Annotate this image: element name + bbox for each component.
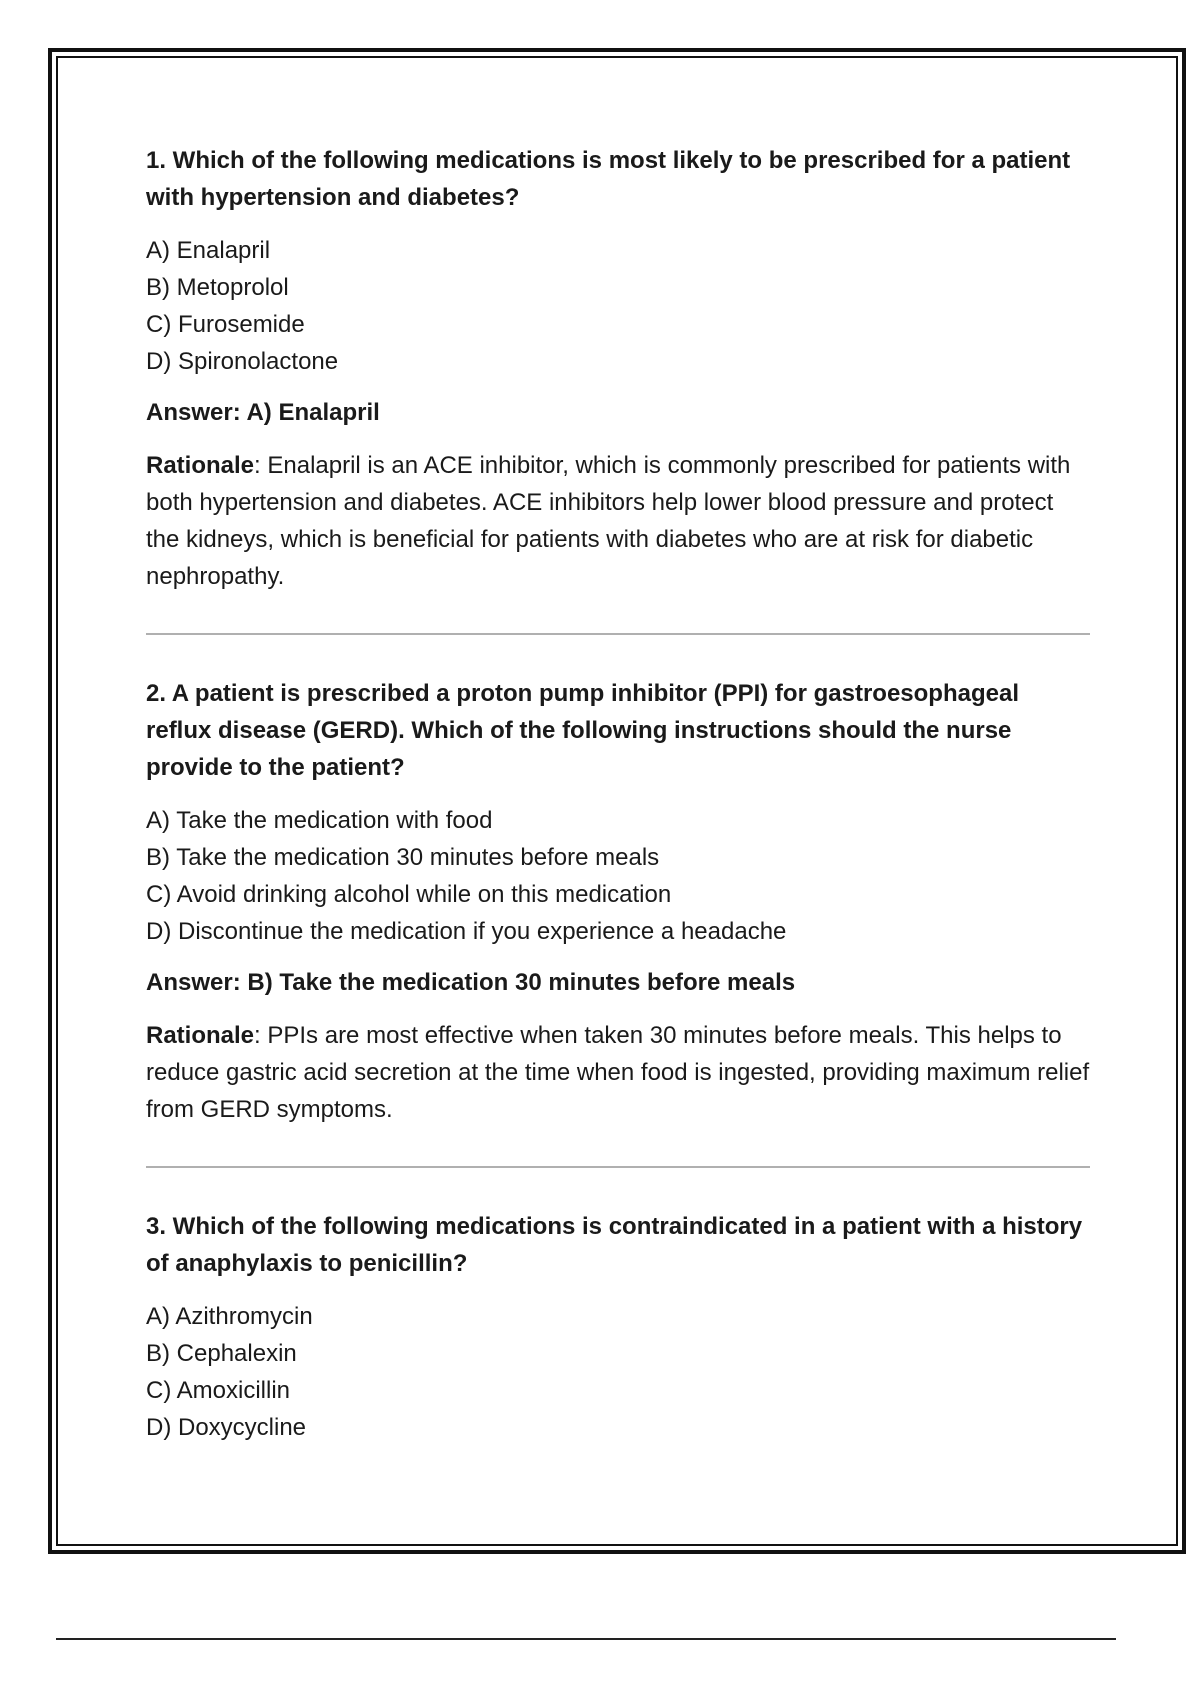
option-c: C) Amoxicillin [146,1377,291,1404]
option-b: B) Cephalexin [146,1340,297,1367]
rationale-paragraph [146,447,1090,595]
rationale-label: Rationale [146,1022,255,1049]
section-divider [146,633,1090,635]
rationale-text: : Enalapril is an ACE inhibitor, which is commonly prescribed for patients with both hypertension and diabetes. ACE inhibitors help lower blood pressure and protect the kidneys, which is beneficial for patients with diabetes who are at risk for diabetic nephropathy. [146,452,1071,590]
options-list [146,802,1090,950]
option-a: A) Take the medication with food [146,807,493,834]
rationale-label: Rationale [146,452,255,479]
option-c: C) Avoid drinking alcohol while on this medication [146,881,672,908]
document-content [146,142,1090,1460]
rationale-text: : PPIs are most effective when taken 30 minutes before meals. This helps to reduce gastric acid secretion at the time when food is ingested, providing maximum relief from GERD symptoms. [146,1022,1090,1123]
question-block-1 [146,142,1090,595]
question-text: 3. Which of the following medications is contraindicated in a patient with a history of anaphylaxis to penicillin? [146,1213,1083,1277]
answer-text: Answer: A) Enalapril [146,399,380,426]
footer-rule [56,1638,1116,1640]
option-a: A) Azithromycin [146,1303,313,1330]
section-divider [146,1166,1090,1168]
question-text: 1. Which of the following medications is most likely to be prescribed for a patient with hypertension and diabetes? [146,147,1071,211]
rationale-paragraph [146,1017,1090,1128]
option-c: C) Furosemide [146,311,305,338]
option-d: D) Discontinue the medication if you experience a headache [146,918,787,945]
option-b: B) Metoprolol [146,274,289,301]
question-block-2 [146,675,1090,1128]
answer-text: Answer: B) Take the medication 30 minutes before meals [146,969,796,996]
option-b: B) Take the medication 30 minutes before meals [146,844,660,871]
option-d: D) Spironolactone [146,348,339,375]
question-block-3 [146,1208,1090,1446]
options-list [146,1298,1090,1446]
options-list [146,232,1090,380]
option-a: A) Enalapril [146,237,271,264]
option-d: D) Doxycycline [146,1414,307,1441]
question-text: 2. A patient is prescribed a proton pump inhibitor (PPI) for gastroesophageal reflux disease (GERD). Which of the following instructions should the nurse provide to the patient? [146,680,1019,781]
